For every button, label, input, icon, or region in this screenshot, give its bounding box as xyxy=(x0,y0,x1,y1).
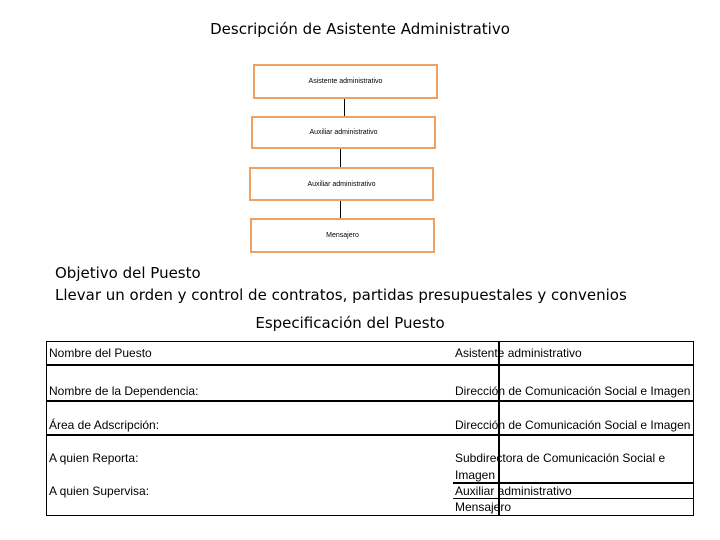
page-title: Descripción de Asistente Administrativo xyxy=(210,20,510,38)
row-value-supervisa-1: Auxiliar administrativo xyxy=(455,484,572,498)
row-divider xyxy=(47,400,693,402)
row-divider xyxy=(47,434,693,436)
org-connector xyxy=(340,201,341,218)
row-value-dependencia: Dirección de Comunicación Social e Imagen xyxy=(455,384,691,398)
row-divider xyxy=(47,364,693,366)
row-label-adscripcion: Área de Adscripción: xyxy=(49,418,160,432)
row-value-adscripcion: Dirección de Comunicación Social e Imagen xyxy=(455,418,691,432)
row-value-nombre-puesto: Asistente administrativo xyxy=(455,346,582,360)
objective-heading: Objetivo del Puesto xyxy=(55,264,201,282)
row-label-supervisa: A quien Supervisa: xyxy=(49,484,150,498)
org-connector xyxy=(340,149,341,167)
org-box-auxiliar-2: Auxiliar administrativo xyxy=(249,167,434,201)
row-label-dependencia: Nombre de la Dependencia: xyxy=(49,384,199,398)
org-box-asistente: Asistente administrativo xyxy=(253,64,438,99)
row-value-supervisa-2: Mensajero xyxy=(455,500,512,514)
row-label-reporta: A quien Reporta: xyxy=(49,451,139,465)
row-label-nombre-puesto: Nombre del Puesto xyxy=(49,346,152,360)
objective-text: Llevar un orden y control de contratos, partidas presupuestales y convenios xyxy=(55,286,627,304)
row-value-reporta: Subdirectora de Comunicación Social e Imagen xyxy=(455,451,666,482)
specification-table xyxy=(46,341,694,516)
org-box-auxiliar-1: Auxiliar administrativo xyxy=(251,116,436,149)
specification-heading: Especificación del Puesto xyxy=(255,314,445,332)
org-connector xyxy=(344,99,345,116)
org-box-mensajero: Mensajero xyxy=(250,218,435,253)
